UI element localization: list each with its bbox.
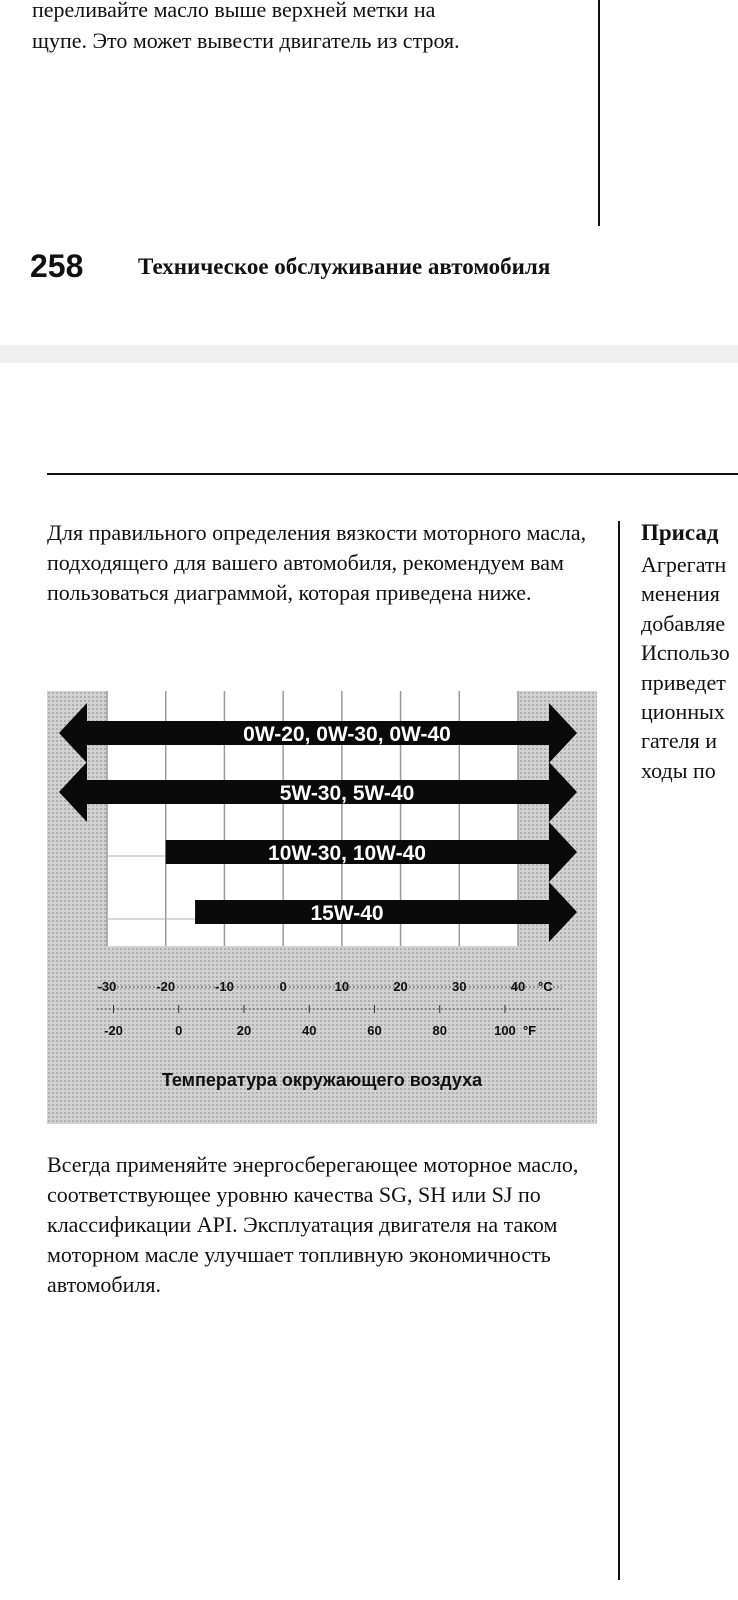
celsius-tick-label: -20	[156, 979, 176, 994]
previous-page-line: переливайте масло выше верхней метки на	[32, 0, 436, 22]
fahrenheit-tick-label: 0	[175, 1023, 183, 1038]
previous-page-text	[32, 0, 572, 56]
sidebar-line: Использо	[641, 640, 730, 666]
sidebar-line: менения	[641, 581, 720, 607]
page-number: 258	[30, 248, 84, 284]
celsius-unit-label: °C	[538, 979, 553, 994]
fahrenheit-unit-label: °F	[522, 1023, 537, 1038]
chart-axes	[97, 979, 562, 1090]
celsius-tick-label: 40	[510, 979, 526, 994]
viscosity-bar-label: 5W-30, 5W-40	[279, 782, 415, 805]
intro-paragraph: Для правильного определения вязкости моторного масла, подходящего для вашего автомобиля, рекомендуем вам пользоваться диаграммой, которая приведена ниже.	[47, 520, 587, 605]
sidebar-line: ционных	[641, 699, 725, 725]
running-header: Техническое обслуживание автомобиля	[138, 254, 551, 279]
celsius-tick-label: -10	[215, 979, 234, 994]
sidebar-text	[641, 550, 730, 785]
sidebar-line: Агрегатн	[641, 552, 727, 577]
fahrenheit-tick-label: 80	[432, 1023, 447, 1038]
sidebar-line: ходы по	[641, 757, 716, 783]
header-rule	[47, 473, 738, 475]
outro-paragraph: Всегда применяйте энергосберегающее моторное масло, соответствующее уровню качества SG, SH или SJ по классификации API. Эксплуатация двигателя на таком моторном масле улучшает топливную экономичность автомобиля.	[47, 1152, 579, 1297]
celsius-tick-label: 30	[452, 979, 467, 994]
fahrenheit-tick-label: 20	[236, 1023, 252, 1038]
sidebar-heading: Присад	[641, 520, 719, 545]
viscosity-bar-label: 0W-20, 0W-30, 0W-40	[243, 723, 451, 746]
column-divider	[618, 521, 620, 1580]
fahrenheit-tick-label: -20	[104, 1023, 123, 1038]
celsius-tick-label: -30	[97, 979, 117, 994]
previous-page-line: щупе. Это может вывести двигатель из строя.	[32, 28, 460, 53]
oil-viscosity-chart	[47, 691, 597, 1124]
previous-page	[0, 0, 738, 345]
x-axis-title: Температура окружающего воздуха	[161, 1070, 483, 1090]
sidebar-line: добавляе	[641, 610, 726, 636]
celsius-tick-label: 20	[393, 979, 408, 994]
fahrenheit-tick-label: 100	[494, 1023, 516, 1038]
viscosity-bar-label: 10W-30, 10W-40	[268, 842, 426, 865]
celsius-tick-label: 10	[334, 979, 350, 994]
sidebar-line: гателя и	[641, 728, 717, 754]
chart-canvas	[47, 691, 597, 1124]
sidebar-line: приведет	[641, 669, 726, 695]
column-divider	[598, 0, 600, 226]
celsius-tick-label: 0	[279, 979, 287, 994]
page-separator	[0, 345, 738, 363]
fahrenheit-tick-label: 60	[367, 1023, 382, 1038]
fahrenheit-tick-label: 40	[302, 1023, 317, 1038]
viscosity-bar-label: 15W-40	[310, 902, 384, 925]
